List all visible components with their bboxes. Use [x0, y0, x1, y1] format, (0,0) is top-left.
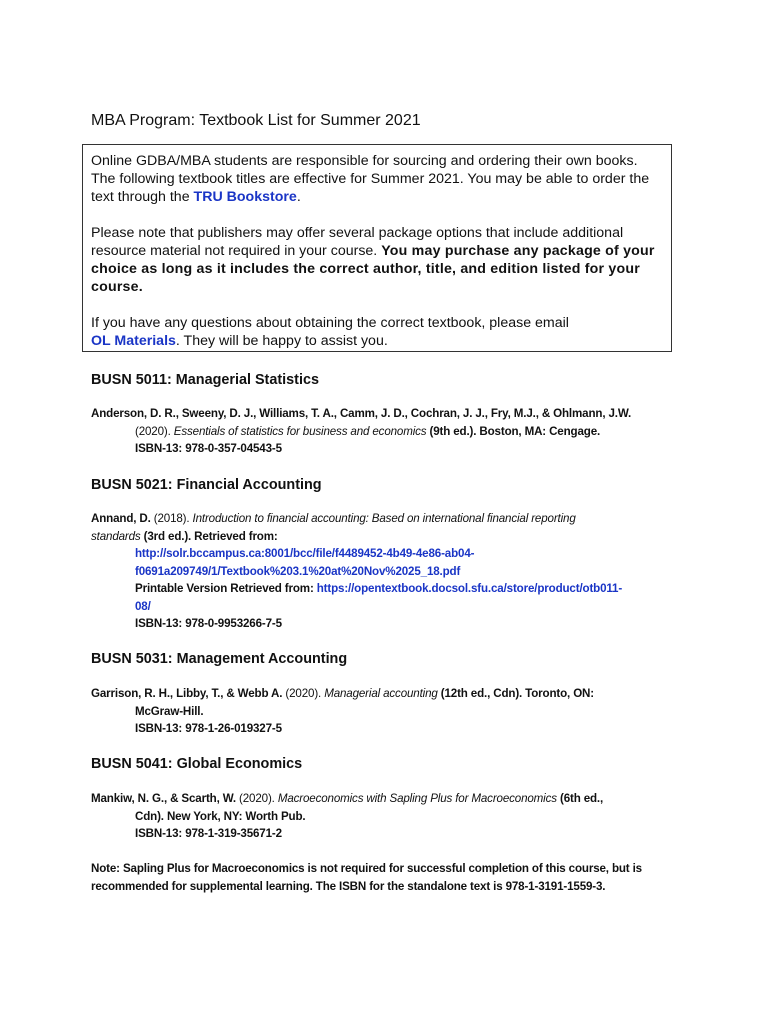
isbn: ISBN-13: 978-0-357-04543-5 [135, 442, 282, 455]
isbn: ISBN-13: 978-1-26-019327-5 [135, 722, 282, 735]
reference-authors: Garrison, R. H., Libby, T., & Webb A. [91, 687, 286, 700]
notice-paragraph-packages: Please note that publishers may offer several package options that include additional resource material not required in your course. You may purchase any package of your choice as long as it includes the correct author, title, and edition listed for your course. [91, 225, 655, 295]
notice-box [82, 144, 672, 352]
book-title: Macroeconomics with Sapling Plus for Macroeconomics [277, 792, 557, 805]
course-heading-busn-5021: BUSN 5021: Financial Accounting [91, 477, 322, 493]
book-title: Introduction to financial accounting: Based on international financial reporting [192, 512, 576, 525]
retrieval-link[interactable]: http://solr.bccampus.ca:8001/bcc/file/f4489452-4b49-4e86-ab04- [135, 547, 475, 560]
reference-busn-5021: Annand, D. (2018). Introduction to financial accounting: Based on international financial reporting standards (3rd ed.). Retrieved from: http://solr.bccampus.ca:8001/bcc/file/f4489452-4b49-4e86-ab04- f0691a209749/1/Textbook%203.1%20at%20Nov%2025_18.pdf Printable Version Retrieved from: https://opentextbook.docsol.sfu.ca/store/product/otb011- 08/ ISBN-13: 978-0-9953266-7-5 [91, 510, 681, 633]
course-heading-busn-5031: BUSN 5031: Management Accounting [91, 651, 348, 667]
course-heading-busn-5041: BUSN 5041: Global Economics [91, 756, 303, 772]
course-heading-busn-5011: BUSN 5011: Managerial Statistics [91, 372, 319, 388]
reference-authors: Mankiw, N. G., & Scarth, W. [91, 792, 240, 805]
notice-paragraph-ordering: Online GDBA/MBA students are responsible for sourcing and ordering their own books. The following textbook titles are effective for Summer 2021. You may be able to order the text through the TRU Bookstore. [91, 153, 650, 205]
ol-materials-link[interactable]: OL Materials [91, 333, 176, 349]
notice-paragraph-questions: If you have any questions about obtaining the correct textbook, please email OL Materials. They will be happy to assist you. [91, 315, 569, 349]
page-title: MBA Program: Textbook List for Summer 2021 [91, 112, 421, 129]
book-title: Essentials of statistics for business and economics [173, 424, 427, 438]
reference-busn-5031: Garrison, R. H., Libby, T., & Webb A. (2020). Managerial accounting (12th ed., Cdn). Toronto, ON: McGraw-Hill. ISBN-13: 978-1-26-019327-5 [91, 685, 681, 738]
printable-version-link[interactable]: https://opentextbook.docsol.sfu.ca/store/product/otb011- [316, 582, 623, 595]
tru-bookstore-link[interactable]: TRU Bookstore [193, 189, 297, 205]
reference-busn-5041: Mankiw, N. G., & Scarth, W. (2020). Macroeconomics with Sapling Plus for Macroeconomics (6th ed., Cdn). New York, NY: Worth Pub. ISBN-13: 978-1-319-35671-2 [91, 790, 681, 843]
reference-busn-5011: Anderson, D. R., Sweeny, D. J., Williams, T. A., Camm, J. D., Cochran, J. J., Fry, M.J., & Ohlmann, J.W. (2020). Essentials of statistics for business and economics (9th ed.). Boston, MA: Cengage. ISBN-13: 978-0-357-04543-5 [91, 405, 681, 458]
reference-authors: Anderson, D. R., Sweeny, D. J., Williams, T. A., Camm, J. D., Cochran, J. J., Fry, M.J., & Ohlmann, J.W. [91, 407, 632, 420]
supplemental-note: Note: Sapling Plus for Macroeconomics is not required for successful completion of this course, but is recommended for supplemental learning. The ISBN for the standalone text is 978-1-3191-1559-3. [91, 862, 642, 893]
printable-version-link-continued[interactable]: 08/ [135, 599, 151, 613]
reference-authors: Annand, D. [91, 512, 154, 525]
isbn: ISBN-13: 978-1-319-35671-2 [135, 827, 282, 840]
isbn: ISBN-13: 978-0-9953266-7-5 [135, 617, 282, 630]
book-title: Managerial accounting [324, 687, 438, 700]
retrieval-link-continued[interactable]: f0691a209749/1/Textbook%203.1%20at%20Nov%2025_18.pdf [135, 564, 461, 578]
notice-emphasis: You may purchase any package of your choice as long as it includes the correct author, title, and edition listed for your course. [91, 243, 655, 295]
